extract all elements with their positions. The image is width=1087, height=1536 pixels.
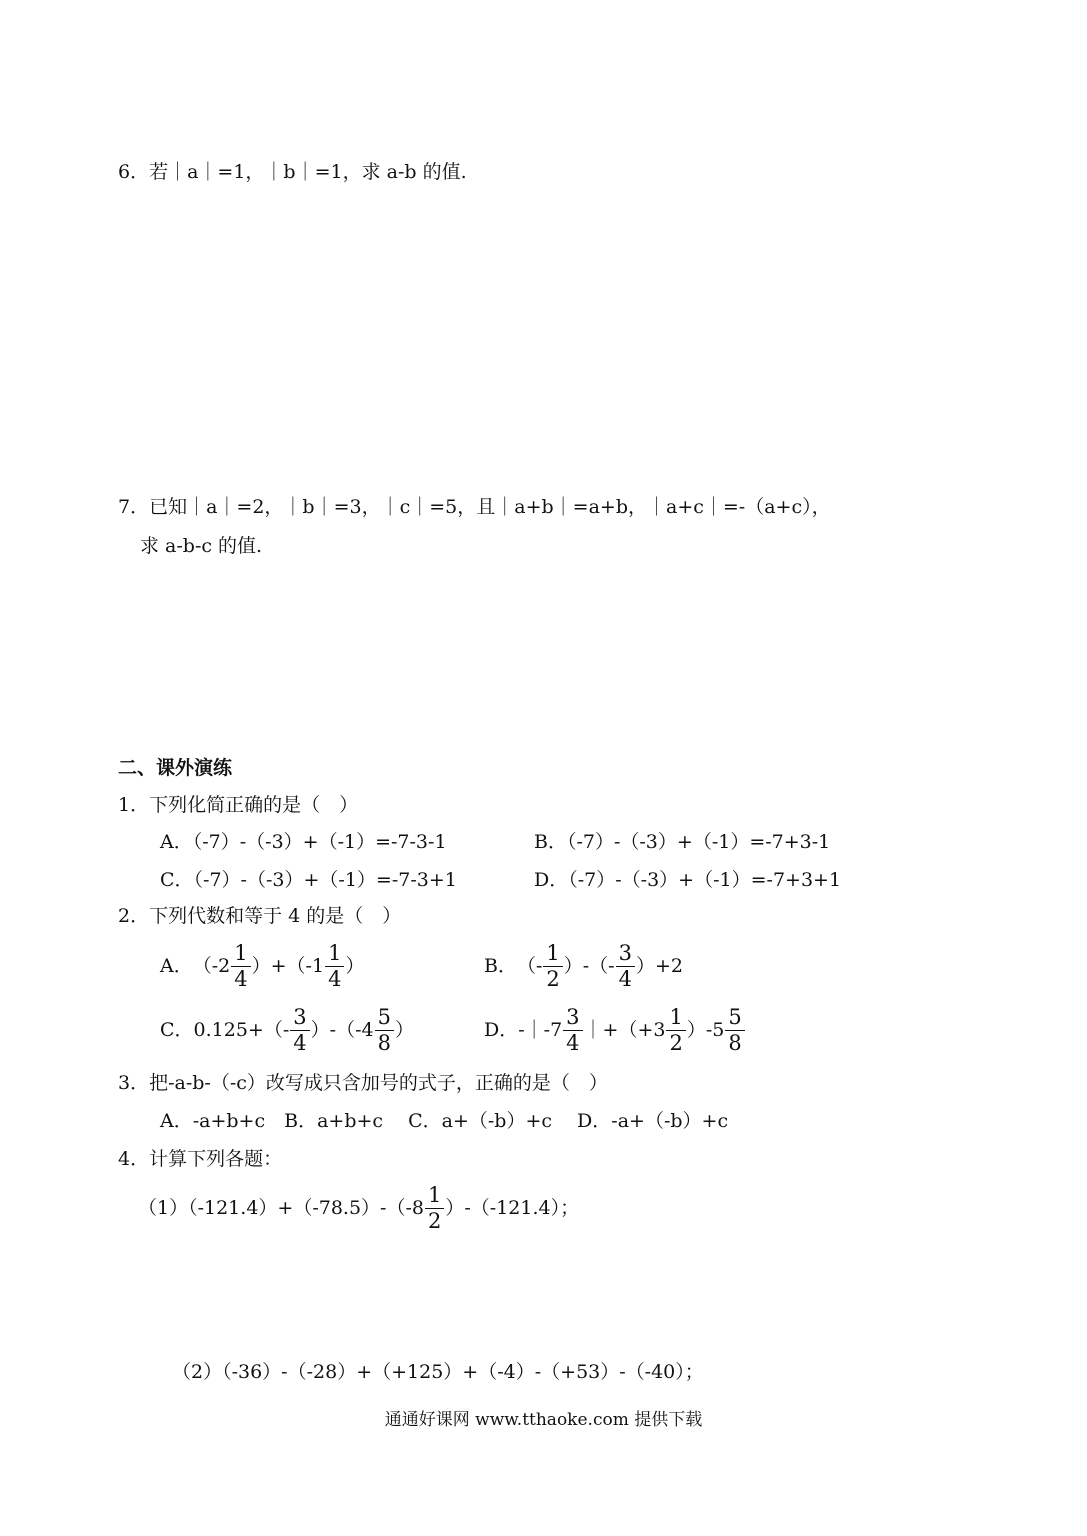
problem-4-stem: 4．计算下列各题： <box>118 1148 283 1170</box>
problem-3-stem: 3．把-a-b-（-c）改写成只含加号的式子，正确的是（ ） <box>118 1072 608 1094</box>
problem-4-part-1: （1）（-121.4）+（-78.5）-（-8 $\frac{1}{2}$ ）-（-121.4）； <box>138 1182 580 1233</box>
problem-2-option-c: C．0.125+（- $\frac{3}{4}$ ）-（-4 $\frac{5}{8}$ ） <box>160 1004 414 1055</box>
question-6: 6．若｜a｜=1，｜b｜=1，求 a-b 的值. <box>118 161 467 183</box>
fraction: $\frac{1}{2}$ <box>425 1185 444 1232</box>
fraction: $\frac{3}{4}$ <box>616 943 635 990</box>
fraction: $\frac{1}{2}$ <box>543 943 562 990</box>
problem-1-option-b: B．（-7）-（-3）+（-1）=-7+3-1 <box>534 831 831 853</box>
problem-2-option-d: D．-｜-7 $\frac{3}{4}$ ｜+（+3 $\frac{1}{2}$ ）-5 $\frac{5}{8}$ <box>484 1002 746 1058</box>
question-7-line1: 7．已知｜a｜=2，｜b｜=3，｜c｜=5，且｜a+b｜=a+b，｜a+c｜=-（a+c）， <box>118 496 831 518</box>
problem-2-stem: 2．下列代数和等于 4 的是（ ） <box>118 905 402 927</box>
problem-1-option-a: A．（-7）-（-3）+（-1）=-7-3-1 <box>160 831 447 853</box>
problem-1-stem: 1．下列化简正确的是（ ） <box>118 794 359 816</box>
problem-1-option-c: C．（-7）-（-3）+（-1）=-7-3+1 <box>160 869 457 891</box>
fraction: $\frac{1}{4}$ <box>231 943 250 990</box>
fraction: $\frac{1}{2}$ <box>666 1007 685 1054</box>
fraction: $\frac{3}{4}$ <box>290 1007 309 1054</box>
fraction: $\frac{5}{8}$ <box>725 1007 744 1054</box>
question-7-line2: 求 a-b-c 的值. <box>140 535 263 557</box>
footer-text: 通通好课网 www.tthaoke.com 提供下载 <box>384 1410 703 1430</box>
fraction: $\frac{1}{4}$ <box>325 943 344 990</box>
problem-2-option-a: A． （-2 $\frac{1}{4}$ ）+（-1 $\frac{1}{4}$ ） <box>160 940 365 991</box>
problem-3-options: A．-a+b+c B．a+b+c C．a+（-b）+c D．-a+（-b）+c <box>160 1110 729 1132</box>
problem-2-option-b: B． （- $\frac{1}{2}$ ）-（- $\frac{3}{4}$ ）+2 <box>484 940 683 991</box>
fraction: $\frac{5}{8}$ <box>375 1007 394 1054</box>
fraction: $\frac{3}{4}$ <box>563 1007 582 1054</box>
problem-4-part-2: （2）（-36）-（-28）+（+125）+（-4）-（+53）-（-40）； <box>172 1361 704 1383</box>
problem-1-option-d: D．（-7）-（-3）+（-1）=-7+3+1 <box>534 869 842 891</box>
section-heading: 二、课外演练 <box>118 757 233 779</box>
